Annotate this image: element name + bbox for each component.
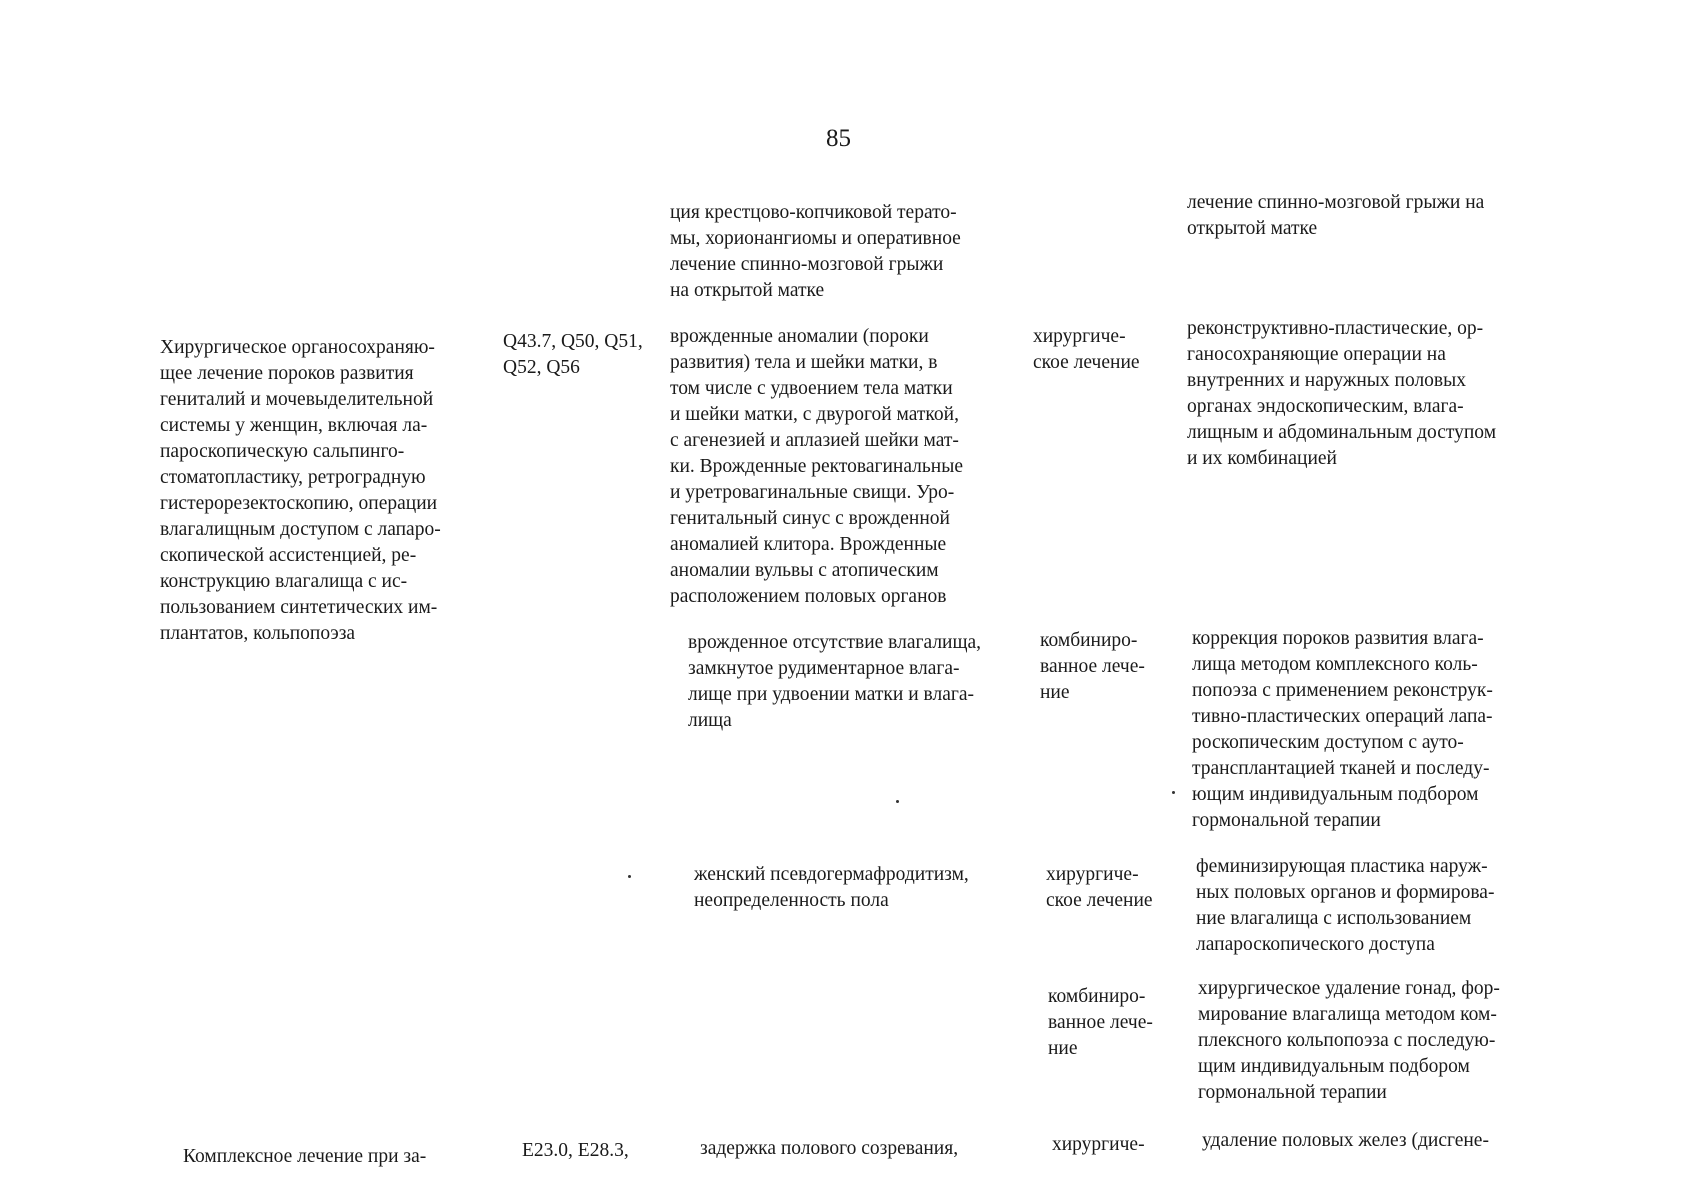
treatment-type-cell: комбиниро- ванное лече- ние bbox=[1040, 630, 1145, 703]
diagnosis-cell: врожденные аномалии (пороки развития) тела и шейки матки, в том числе с удвоением тела матки и шейки матки, с двурогой маткой, с агенезией и аплазией шейки мат- ки. Врожденные ректовагинальные и уретровагинальные свищи. Уро- генитальный синус с врожденной аномалией клитора. Врожденные аномалии вульвы с атопическим расположением половых органов bbox=[670, 326, 963, 607]
treatment-type-cell: хирургиче- ское лечение bbox=[1033, 326, 1140, 373]
diagnosis-cell: врожденное отсутствие влагалища, замкнутое рудиментарное влага- лище при удвоении матки и влага- лища bbox=[688, 632, 982, 731]
diagnosis-cell: задержка полового созревания, bbox=[700, 1138, 959, 1159]
treatment-type-cell: хирургиче- ское лечение bbox=[1046, 864, 1153, 911]
scan-speck bbox=[896, 800, 899, 803]
method-cell: хирургическое удаление гонад, фор- мирование влагалища методом ком- плексного кольпопоэза с последую- щим индивидуальным подбором гормональной терапии bbox=[1198, 978, 1500, 1103]
method-cell: удаление половых желез (дисгене- bbox=[1202, 1130, 1489, 1151]
treatment-type-cell: комбиниро- ванное лече- ние bbox=[1048, 986, 1153, 1059]
icd-codes-cell: E23.0, E28.3, bbox=[522, 1140, 629, 1161]
treatment-name-cell: Хирургическое органосохраняю- щее лечение пороков развития гениталий и мочевыделительной системы у женщин, включая ла- пароскопическую сальпинго- стоматопластику, ретроградную гистерорезектоскопию, операции влагалищным доступом с лапаро- скопической ассистенцией, ре- конструкцию влагалища с ис- пользованием синтетических им- плантатов, кольпопоэза bbox=[160, 337, 441, 644]
treatment-type-cell: хирургиче- bbox=[1052, 1134, 1145, 1155]
icd-codes-cell: Q43.7, Q50, Q51, Q52, Q56 bbox=[503, 331, 643, 378]
treatment-name-cell: Комплексное лечение при за- bbox=[183, 1146, 427, 1167]
method-cell-continued: лечение спинно-мозговой грыжи на открытой матке bbox=[1187, 192, 1485, 239]
method-cell: феминизирующая пластика наруж- ных половых органов и формирова- ние влагалища с использованием лапароскопического доступа bbox=[1196, 856, 1495, 955]
diagnosis-cell-continued: ция крестцово-копчиковой терато- мы, хорионангиомы и оперативное лечение спинно-мозговой грыжи на открытой матке bbox=[670, 202, 961, 301]
diagnosis-cell: женский псевдогермафродитизм, неопределенность пола bbox=[694, 864, 969, 911]
method-cell: реконструктивно-пластические, ор- ганосохраняющие операции на внутренних и наружных половых органах эндоскопическим, влага- лищным и абдоминальным доступом и их комбинацией bbox=[1187, 318, 1497, 469]
method-cell: коррекция пороков развития влага- лища методом комплексного коль- попоэза с применением реконструк- тивно-пластических операций лапа- роскопическим доступом с ауто- трансплантацией тканей и последу- ющим индивидуальным подбором гормональной терапии bbox=[1192, 628, 1493, 831]
scan-speck bbox=[628, 875, 631, 878]
scan-speck bbox=[1172, 791, 1175, 794]
page-number: 85 bbox=[826, 125, 851, 152]
